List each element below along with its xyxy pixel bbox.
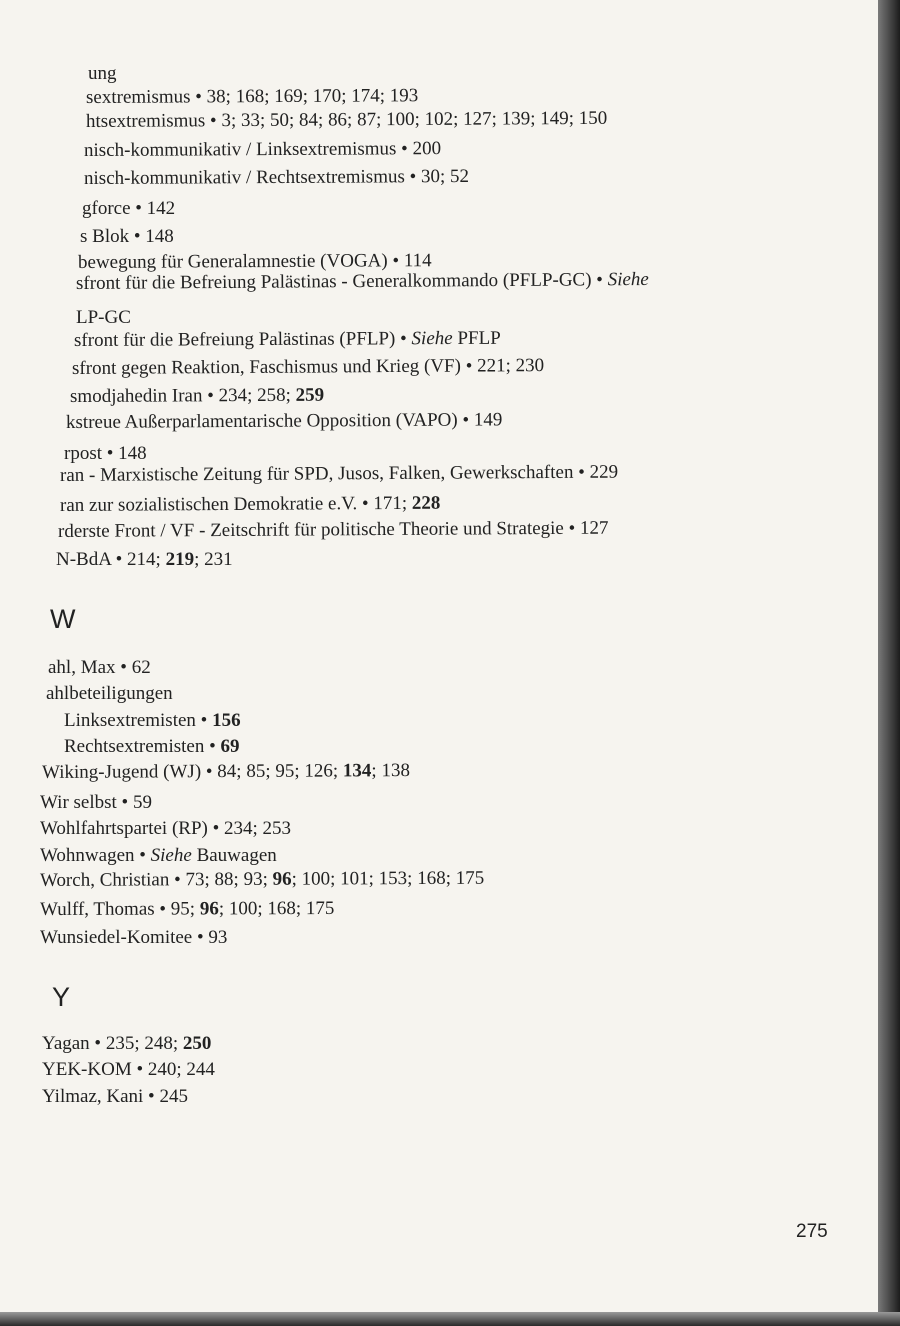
index-entry: nisch-kommunikativ / Rechtsextremismus • 30; 52 (83, 165, 470, 189)
section-heading-y: Y (52, 982, 71, 1012)
index-entry: ahlbeteiligungen (46, 683, 173, 704)
index-entry: Wunsiedel-Komitee • 93 (40, 927, 228, 948)
index-entry: ahl, Max • 62 (48, 657, 151, 678)
index-entry: sfront für die Befreiung Palästinas (PFLP) • Siehe PFLP (73, 327, 501, 351)
index-entry: bewegung für Generalamnestie (VOGA) • 114 (77, 250, 432, 273)
index-entry: rderste Front / VF - Zeitschrift für politische Theorie und Strategie • 127 (57, 517, 609, 542)
index-entry: nisch-kommunikativ / Linksextremismus • 200 (83, 138, 442, 161)
index-entry: kstreue Außerparlamentarische Opposition (VAPO) • 149 (65, 409, 503, 433)
index-entry: sextremismus • 38; 168; 169; 170; 174; 193 (85, 85, 419, 108)
index-subentry: Linksextremisten • 156 (64, 710, 241, 731)
index-entry: LP-GC (76, 307, 131, 328)
index-entry: rpost • 148 (64, 443, 147, 464)
index-entry: YEK-KOM • 240; 244 (42, 1059, 215, 1080)
index-entry: sfront für die Befreiung Palästinas - Generalkommando (PFLP-GC) • Siehe (75, 269, 649, 294)
index-entry: N-BdA • 214; 219; 231 (56, 549, 233, 570)
page-bottom-shadow (0, 1312, 900, 1326)
index-entry: smodjahedin Iran • 234; 258; 259 (69, 384, 325, 407)
section-heading-w: W (50, 604, 76, 634)
index-entry: Wulff, Thomas • 95; 96; 100; 168; 175 (39, 897, 335, 920)
index-entry: ran - Marxistische Zeitung für SPD, Jusos, Falken, Gewerkschaften • 229 (59, 461, 619, 486)
index-entry: s Blok • 148 (80, 226, 174, 247)
index-entry: Wohnwagen • Siehe Bauwagen (40, 845, 277, 866)
index-entry: sfront gegen Reaktion, Faschismus und Krieg (VF) • 221; 230 (71, 355, 545, 379)
index-entry: Yagan • 235; 248; 250 (42, 1033, 212, 1054)
index-entry: Yilmaz, Kani • 245 (42, 1086, 188, 1107)
index-entry: ran zur sozialistischen Demokratie e.V. • 171; 228 (59, 492, 441, 516)
index-entry: gforce • 142 (82, 198, 176, 219)
index-entry: ung (88, 63, 117, 84)
index-subentry: Rechtsextremisten • 69 (64, 736, 240, 757)
index-entry: Wohlfahrtspartei (RP) • 234; 253 (40, 818, 292, 839)
page-number: 275 (796, 1221, 828, 1242)
index-entry: Worch, Christian • 73; 88; 93; 96; 100; 101; 153; 168; 175 (39, 867, 485, 891)
page-edge-shadow (878, 0, 900, 1326)
index-entry: htsextremismus • 3; 33; 50; 84; 86; 87; 100; 102; 127; 139; 149; 150 (85, 107, 608, 132)
index-entry: Wir selbst • 59 (40, 792, 152, 813)
index-entry: Wiking-Jugend (WJ) • 84; 85; 95; 126; 134; 138 (41, 760, 410, 783)
